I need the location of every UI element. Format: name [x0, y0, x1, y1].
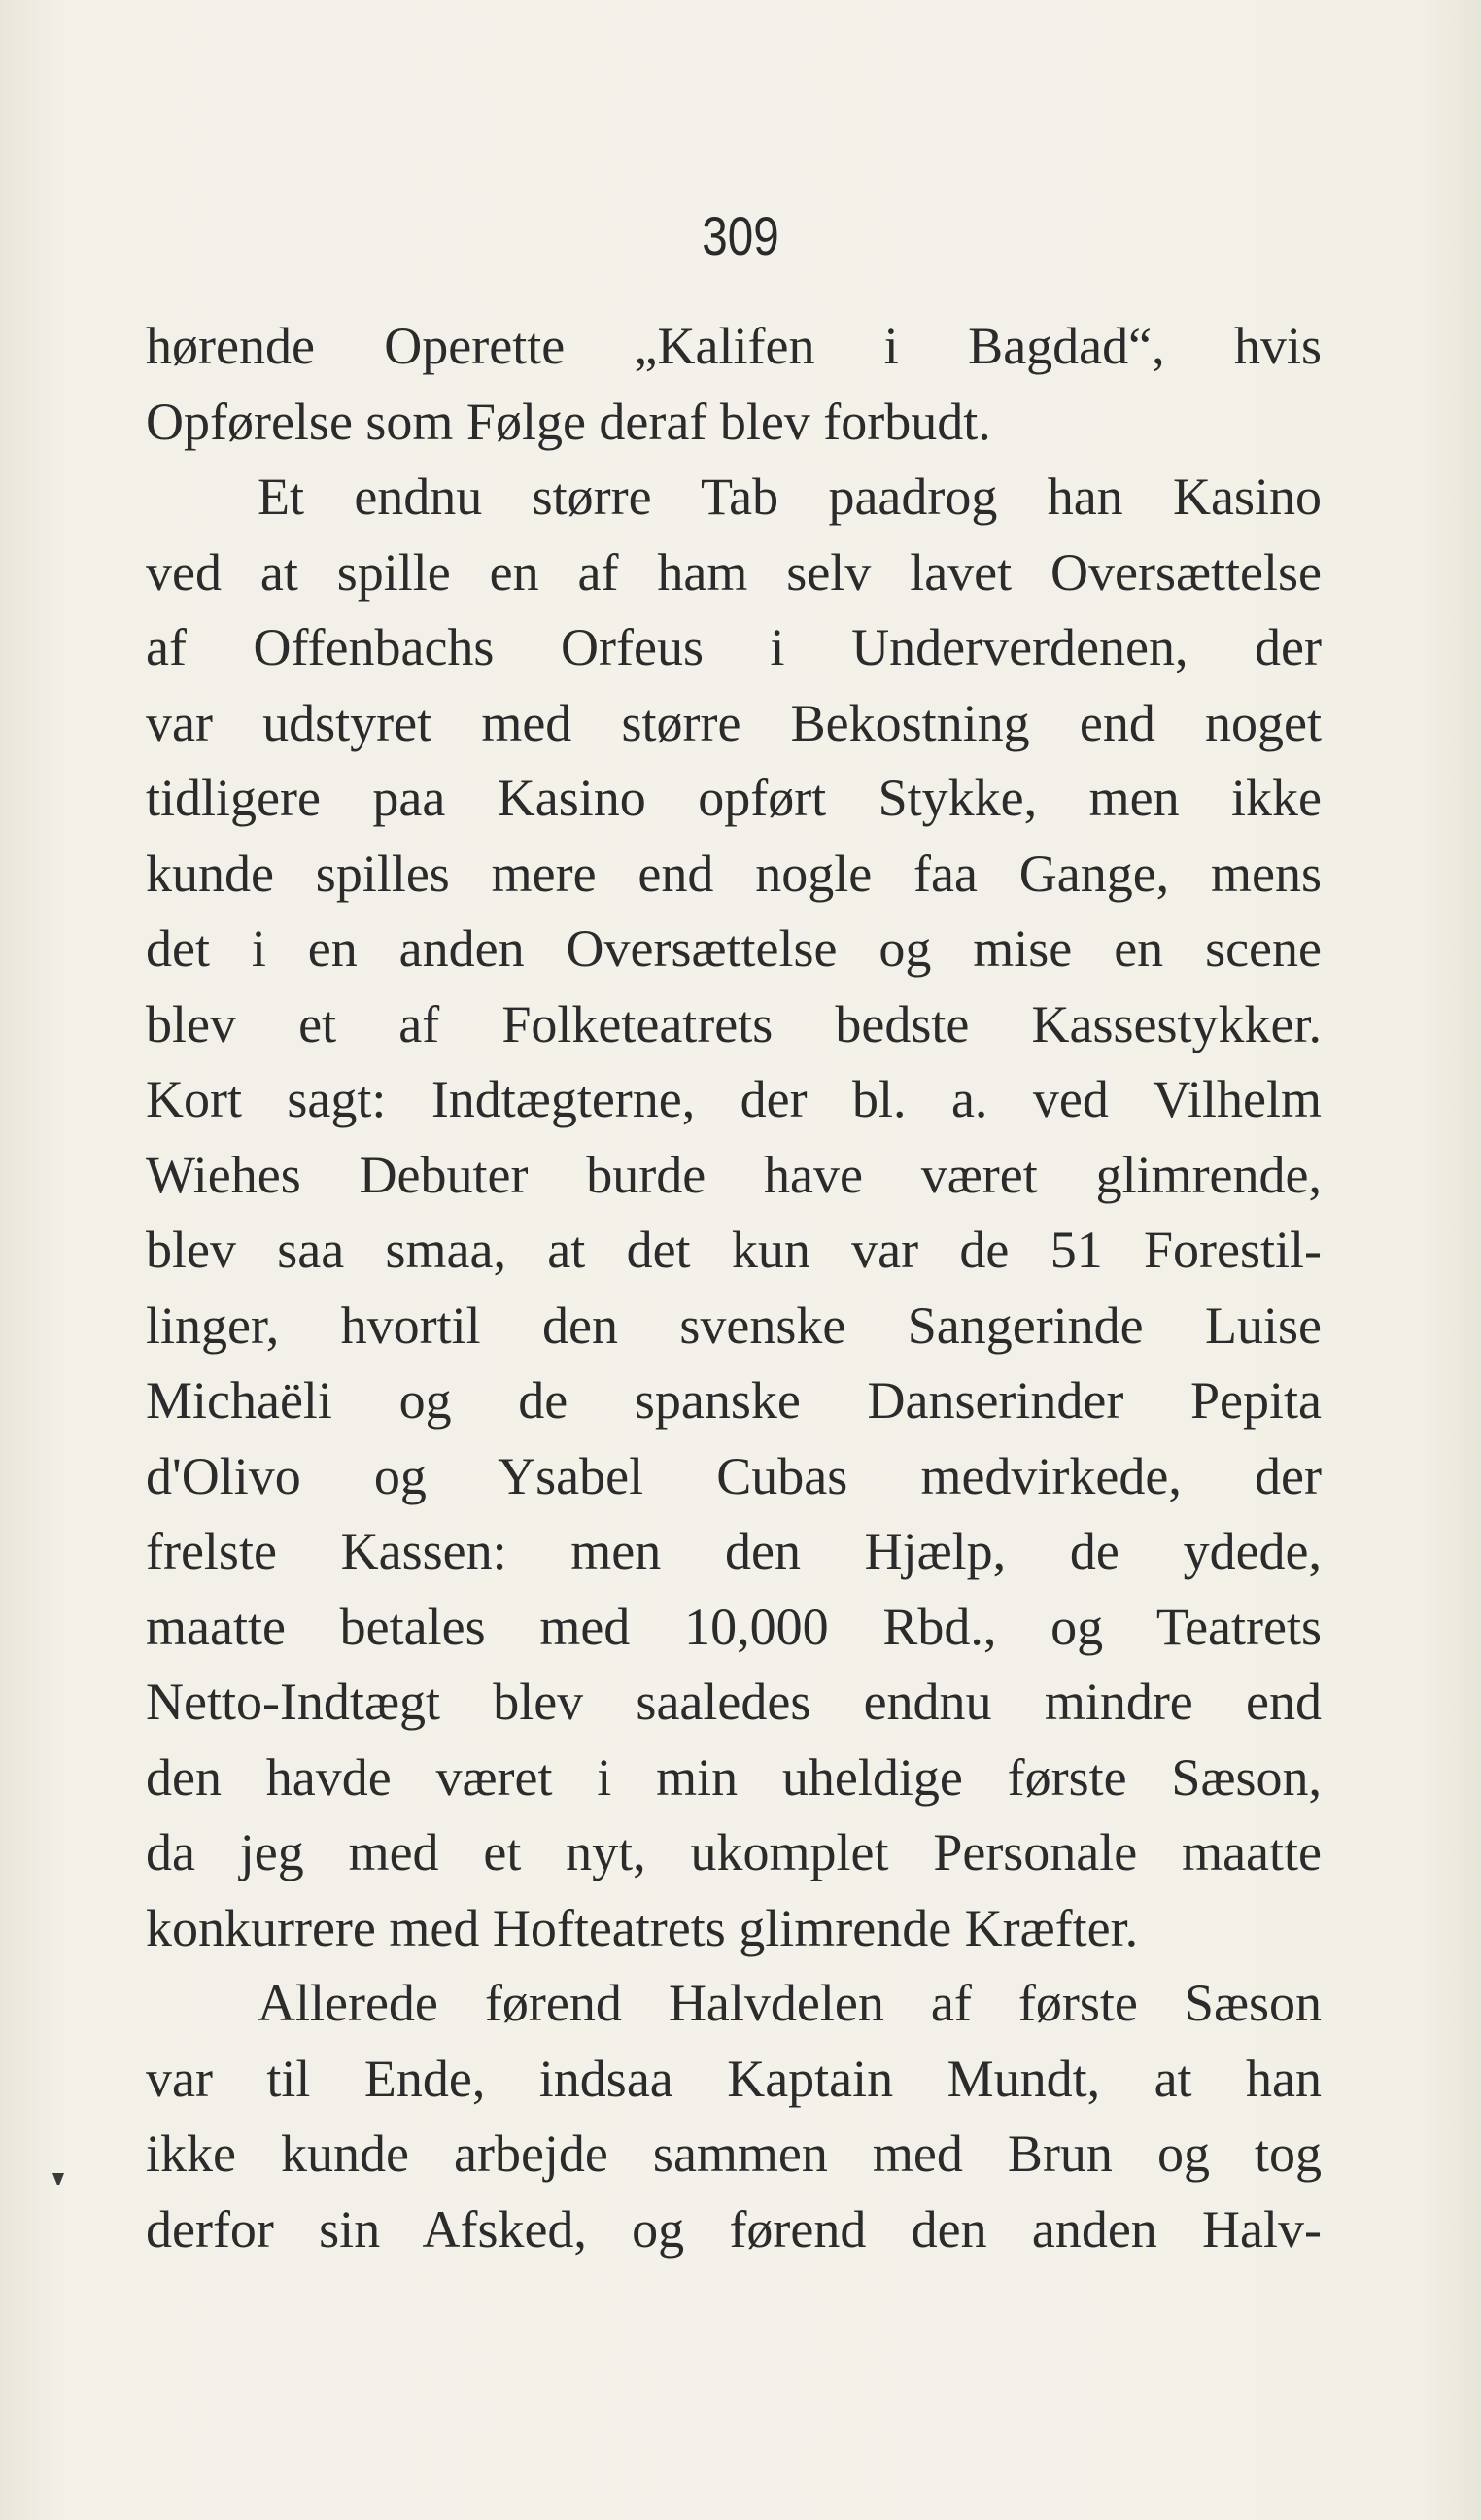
- text-line: d'Olivo og Ysabel Cubas medvirkede, der: [146, 1446, 1322, 1505]
- text-line: ved at spille en af ham selv lavet Oversættelse: [146, 542, 1322, 602]
- margin-mark-icon: [52, 2173, 64, 2185]
- text-line: kunde spilles mere end nogle faa Gange, mens: [146, 844, 1322, 903]
- page-number: 309: [702, 205, 779, 266]
- text-line: Michaëli og de spanske Danserinder Pepita: [146, 1371, 1322, 1430]
- text-line: Netto-Indtægt blev saaledes endnu mindre end: [146, 1673, 1322, 1731]
- text-line: derfor sin Afsked, og førend den anden Halv-: [146, 2199, 1322, 2259]
- text-line: Allerede førend Halvdelen af første Sæson: [258, 1974, 1322, 2032]
- text-line: ikke kunde arbejde sammen med Brun og tog: [146, 2124, 1322, 2183]
- text-line: var til Ende, indsaa Kaptain Mundt, at han: [146, 2049, 1322, 2108]
- text-line: den havde været i min uheldige første Sæson,: [146, 1747, 1322, 1807]
- text-line: det i en anden Oversættelse og mise en scene: [146, 919, 1322, 978]
- text-line: linger, hvortil den svenske Sangerinde Luise: [146, 1295, 1322, 1355]
- text-line: hørende Operette „Kalifen i Bagdad“, hvis: [146, 317, 1322, 375]
- text-line: tidligere paa Kasino opført Stykke, men ikke: [146, 769, 1322, 827]
- text-line: blev et af Folketeatrets bedste Kassestykker.: [146, 994, 1322, 1053]
- text-line: var udstyret med større Bekostning end noget: [146, 693, 1322, 752]
- text-line: da jeg med et nyt, ukomplet Personale maatte: [146, 1823, 1322, 1881]
- text-line: blev saa smaa, at det kun var de 51 Forestil-: [146, 1221, 1322, 1279]
- text-line: af Offenbachs Orfeus i Underverdenen, der: [146, 618, 1322, 676]
- text-line: Opførelse som Følge deraf blev forbudt.: [146, 392, 991, 451]
- text-line: Kort sagt: Indtægterne, der bl. a. ved Vilhelm: [146, 1070, 1322, 1128]
- text-line: Et endnu større Tab paadrog han Kasino: [258, 467, 1322, 526]
- body-text: [146, 309, 1322, 2267]
- text-line: konkurrere med Hofteatrets glimrende Kræfter.: [146, 1898, 1139, 1957]
- text-line: Wiehes Debuter burde have været glimrende,: [146, 1145, 1322, 1204]
- text-line: frelste Kassen: men den Hjælp, de ydede,: [146, 1522, 1322, 1580]
- text-line: maatte betales med 10,000 Rbd., og Teatrets: [146, 1597, 1322, 1656]
